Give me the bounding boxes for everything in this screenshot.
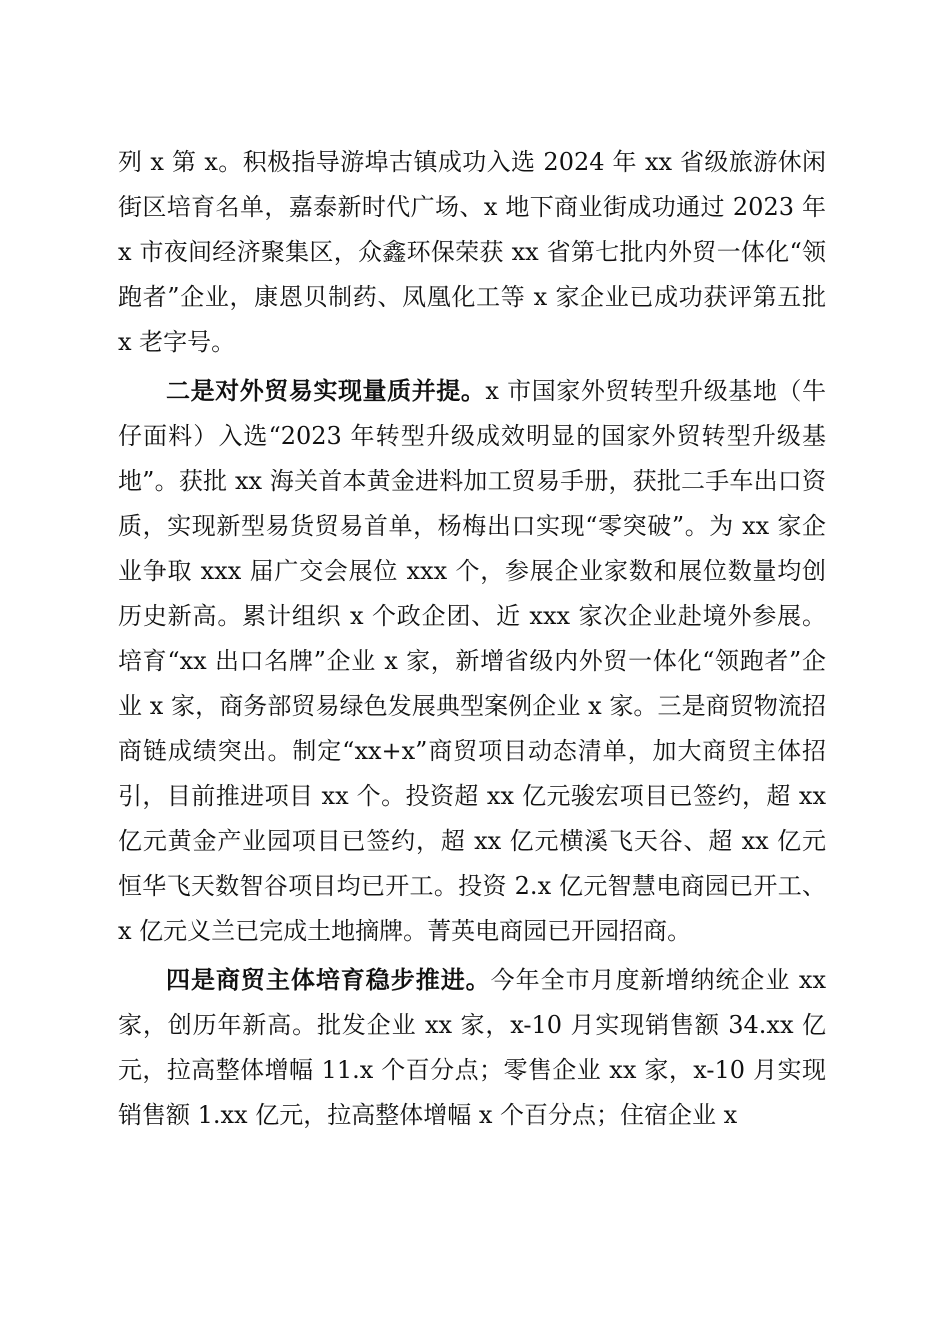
paragraph-1 [118,140,826,365]
paragraph-3-text: 今年全市月度新增纳统企业 xx 家，创历年新高。批发企业 xx 家，x-10 月实现销售额 34.xx 亿元，拉高整体增幅 11.x 个百分点；零售企业 xx 家，x-10 月实现销售额 1.xx 亿元，拉高整体增幅 x 个百分点；住宿企业 x [118,966,827,1129]
paragraph-2-heading: 二是对外贸易实现量质并提。 [166,376,486,405]
paragraph-3 [118,957,826,1138]
paragraph-3-heading: 四是商贸主体培育稳步推进。 [166,965,491,994]
paragraph-2-text: x 市国家外贸转型升级基地（牛仔面料）入选“2023 年转型升级成效明显的国家外贸转型升级基地”。获批 xx 海关首本黄金进料加工贸易手册，获批二手车出口资质，实现新型易货贸易首单，杨梅出口实现“零突破”。为 xx 家企业争取 xxx 届广交会展位 xxx 个，参展企业家数和展位数量均创历史新高。累计组织 x 个政企团、近 xxx 家次企业赴境外参展。培育“xx 出口名牌”企业 x 家，新增省级内外贸一体化“领跑者”企业 x 家，商务部贸易绿色发展典型案例企业 x 家。三是商贸物流招商链成绩突出。制定“xx+x”商贸项目动态清单，加大商贸主体招引，目前推进项目 xx 个。投资超 xx 亿元骏宏项目已签约，超 xx 亿元黄金产业园项目已签约，超 xx 亿元横溪飞天谷、超 xx 亿元恒华飞天数智谷项目均已开工。投资 2.x 亿元智慧电商园已开工、x 亿元义兰已完成土地摘牌。菁英电商园已开园招商。 [118,377,826,945]
paragraph-1-text: 列 x 第 x。积极指导游埠古镇成功入选 2024 年 xx 省级旅游休闲街区培育名单，嘉泰新时代广场、x 地下商业街成功通过 2023 年 x 市夜间经济聚集区，众鑫环保荣获 xx 省第七批内外贸一体化“领跑者”企业，康恩贝制药、凤凰化工等 x 家企业已成功获评第五批 x 老字号。 [118,148,826,356]
document-body [118,140,826,1138]
paragraph-2 [118,368,826,954]
